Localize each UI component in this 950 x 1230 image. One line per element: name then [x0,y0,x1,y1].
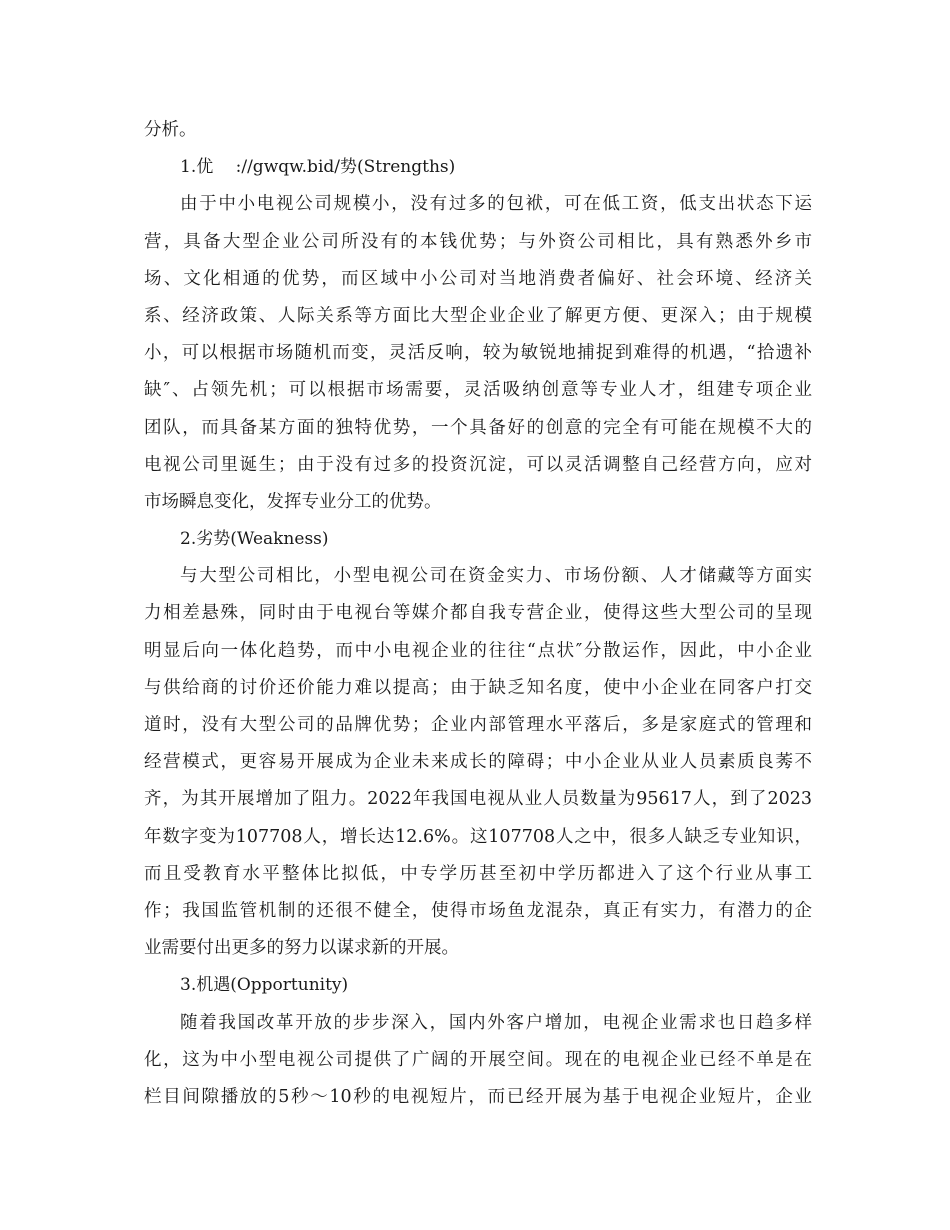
paragraph-line: 分析。 [144,120,197,140]
paragraph-line: 化，这为中小型电视公司提供了广阔的开展空间。现在的电视企业已经不单是在 [144,1049,812,1070]
paragraph-line: 力相差悬殊，同时由于电视台等媒介都自我专营企业，使得这些大型公司的呈现 [144,603,812,624]
paragraph-line: 明显后向一体化趋势，而中小电视企业的往往“点状″分散运作，因此，中小企业 [144,640,812,661]
section-heading: 1.优 ://gwqw.bid/势(Strengths) [180,157,456,178]
document-page [144,112,812,1116]
paragraph-first-line: 与大型公司相比，小型电视公司在资金实力、市场份额、人才储藏等方面实 [180,566,812,587]
paragraph-line: 与供给商的讨价还价能力难以提高；由于缺乏知名度，使中小企业在同客户打交 [144,677,812,698]
paragraph-line: 而且受教育水平整体比拟低，中专学历甚至初中学历都进入了这个行业从事工 [144,863,812,884]
paragraph-line: 作；我国监管机制的还很不健全，使得市场鱼龙混杂，真正有实力，有潜力的企 [144,900,812,921]
paragraph-line: 小，可以根据市场随机而变，灵活反响，较为敏锐地捕捉到难得的机遇，“拾遗补 [144,343,812,364]
paragraph-line: 缺″、占领先机；可以根据市场需要，灵活吸纳创意等专业人才，组建专项企业 [144,380,812,401]
paragraph-line: 营，具备大型企业公司所没有的本钱优势；与外资公司相比，具有熟悉外乡市 [144,231,812,252]
paragraph-first-line: 由于中小电视公司规模小，没有过多的包袱，可在低工资，低支出状态下运 [180,194,812,215]
paragraph-line: 道时，没有大型公司的品牌优势；企业内部管理水平落后，多是家庭式的管理和 [144,715,812,735]
paragraph-line: 齐，为其开展增加了阻力。2022年我国电视从业人员数量为95617人，到了2023 [144,789,812,810]
paragraph-line: 年数字变为107708人，增长达12.6%。这107708人之中，很多人缺乏专业知识， [144,826,812,847]
paragraph-line: 业需要付出更多的努力以谋求新的开展。 [144,938,459,959]
paragraph-first-line: 随着我国改革开放的步步深入，国内外客户增加，电视企业需求也日趋多样 [180,1012,812,1033]
paragraph-line: 经营模式，更容易开展成为企业未来成长的障碍；中小企业从业人员素质良莠不 [144,752,812,773]
paragraph-line: 系、经济政策、人际关系等方面比大型企业企业了解更方便、更深入；由于规模 [144,305,812,326]
paragraph-line: 市场瞬息变化，发挥专业分工的优势。 [144,491,442,512]
paragraph-line: 电视公司里诞生；由于没有过多的投资沉淀，可以灵活调整自己经营方向，应对 [144,454,812,475]
paragraph-line: 团队，而具备某方面的独特优势，一个具备好的创意的完全有可能在规模不大的 [144,417,812,438]
section-heading: 3.机遇(Opportunity) [180,975,349,996]
section-heading: 2.劣势(Weakness) [180,529,329,550]
paragraph-line: 场、文化相通的优势，而区域中小公司对当地消费者偏好、社会环境、经济关 [144,268,812,289]
paragraph-line: 栏目间隙播放的5秒～10秒的电视短片，而已经开展为基于电视企业短片，企业 [144,1086,812,1107]
